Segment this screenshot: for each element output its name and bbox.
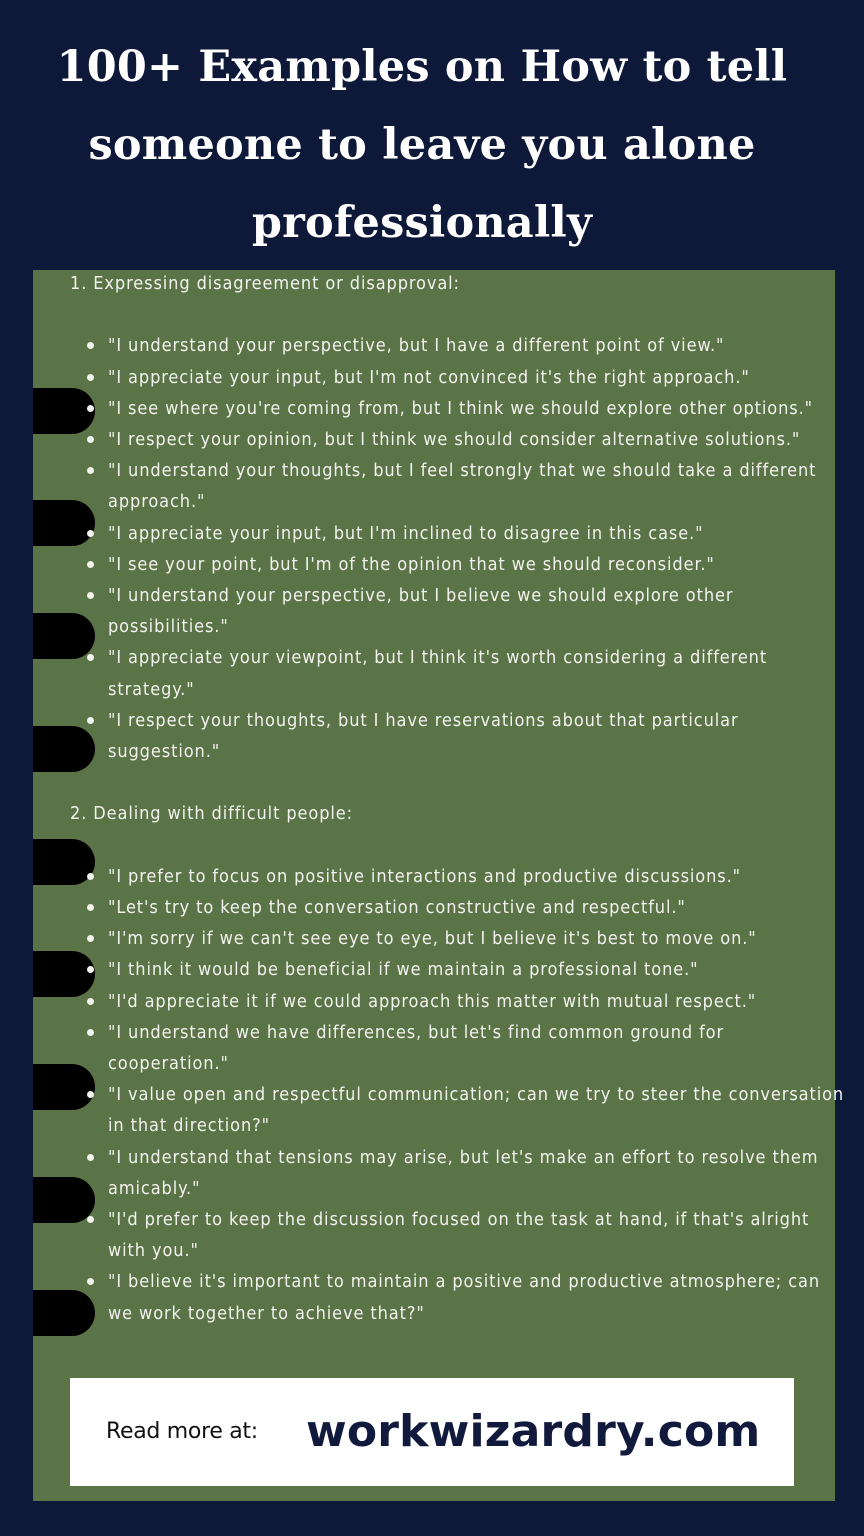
bullet-icon [87,935,94,942]
read-more-label: Read more at: [106,1419,258,1444]
list-item-text: "I respect your thoughts, but I have reservations about that particular suggestion." [108,709,739,763]
list-item [108,330,850,361]
list-item [108,455,850,517]
bullet-icon [87,374,94,381]
title-line-2: someone to leave you alone [88,120,756,170]
footer-banner [70,1378,794,1486]
bullet-icon [87,561,94,568]
bullet-list [70,330,850,767]
list-item-text: "I appreciate your input, but I'm not convinced it's the right approach." [108,366,750,388]
list-item-text: "I understand that tensions may arise, but let's make an effort to resolve them amicably." [108,1146,819,1199]
bullet-icon [87,654,94,661]
bullet-icon [87,717,94,724]
website-link[interactable]: workwizardry.com [306,1406,761,1457]
list-item-text: "I understand your perspective, but I believe we should explore other possibilities." [108,585,734,638]
bullet-icon [87,1154,94,1161]
bullet-icon [87,530,94,537]
list-item [108,362,850,393]
list-item [108,1079,850,1141]
bullet-icon [87,1091,94,1098]
list-item-text: "I think it would be beneficial if we maintain a professional tone." [108,959,699,981]
list-item-text: "I prefer to focus on positive interactions and productive discussions." [108,865,741,887]
list-item [108,1266,850,1328]
bullet-icon [87,436,94,443]
list-item [108,424,850,455]
list-item [108,518,850,549]
list-item-text: "I respect your opinion, but I think we should consider alternative solutions." [108,429,801,450]
list-item-text: "I understand we have differences, but let's find common ground for cooperation." [108,1021,725,1075]
list-item [108,580,850,642]
title-line-3: professionally [251,198,593,248]
bullet-icon [87,904,94,911]
list-item-text: "I believe it's important to maintain a positive and productive atmosphere; can we work together to achieve that?" [108,1271,820,1324]
list-item [108,393,850,424]
bullet-icon [87,873,94,880]
list-item-text: "I'm sorry if we can't see eye to eye, but I believe it's best to move on." [108,928,757,950]
list-item-text: "I'd prefer to keep the discussion focused on the task at hand, if that's alright with you." [108,1209,810,1262]
list-item [108,642,850,704]
list-item [108,954,850,985]
bullet-icon [87,467,94,474]
list-item-text: "I understand your perspective, but I have a different point of view." [108,335,725,357]
title-line-1: 100+ Examples on How to tell [56,42,788,92]
bullet-icon [87,592,94,599]
bullet-list [70,861,850,1329]
list-item-text: "I understand your thoughts, but I feel strongly that we should take a different approach." [108,460,817,513]
list-item-text: "I appreciate your viewpoint, but I think it's worth considering a different strategy." [108,647,768,700]
list-item [108,923,850,954]
bullet-icon [87,998,94,1005]
page-title [20,28,824,262]
list-item [108,1204,850,1266]
list-item-text: "I see where you're coming from, but I think we should explore other options." [108,397,813,419]
list-item-text: "Let's try to keep the conversation constructive and respectful." [108,897,686,919]
list-item-text: "I'd appreciate it if we could approach this matter with mutual respect." [108,990,757,1012]
list-item [108,861,850,892]
list-item-text: "I value open and respectful communication; can we try to steer the conversation in that direction?" [108,1084,845,1137]
list-item [108,892,850,923]
bullet-icon [87,966,94,973]
content-text [70,268,850,1329]
list-item [108,549,850,580]
list-item-text: "I appreciate your input, but I'm inclined to disagree in this case." [108,522,704,544]
list-item-text: "I see your point, but I'm of the opinion that we should reconsider." [108,553,715,575]
list-item [108,986,850,1017]
bullet-icon [87,405,94,412]
section-heading: 2. Dealing with difficult people: [70,803,354,825]
bullet-icon [87,1216,94,1223]
bullet-icon [87,1278,94,1285]
list-item [108,705,850,767]
bullet-icon [87,1029,94,1036]
list-item [108,1142,850,1204]
bullet-icon [87,342,94,349]
list-item [108,1017,850,1079]
section-heading: 1. Expressing disagreement or disapproval: [70,273,460,294]
